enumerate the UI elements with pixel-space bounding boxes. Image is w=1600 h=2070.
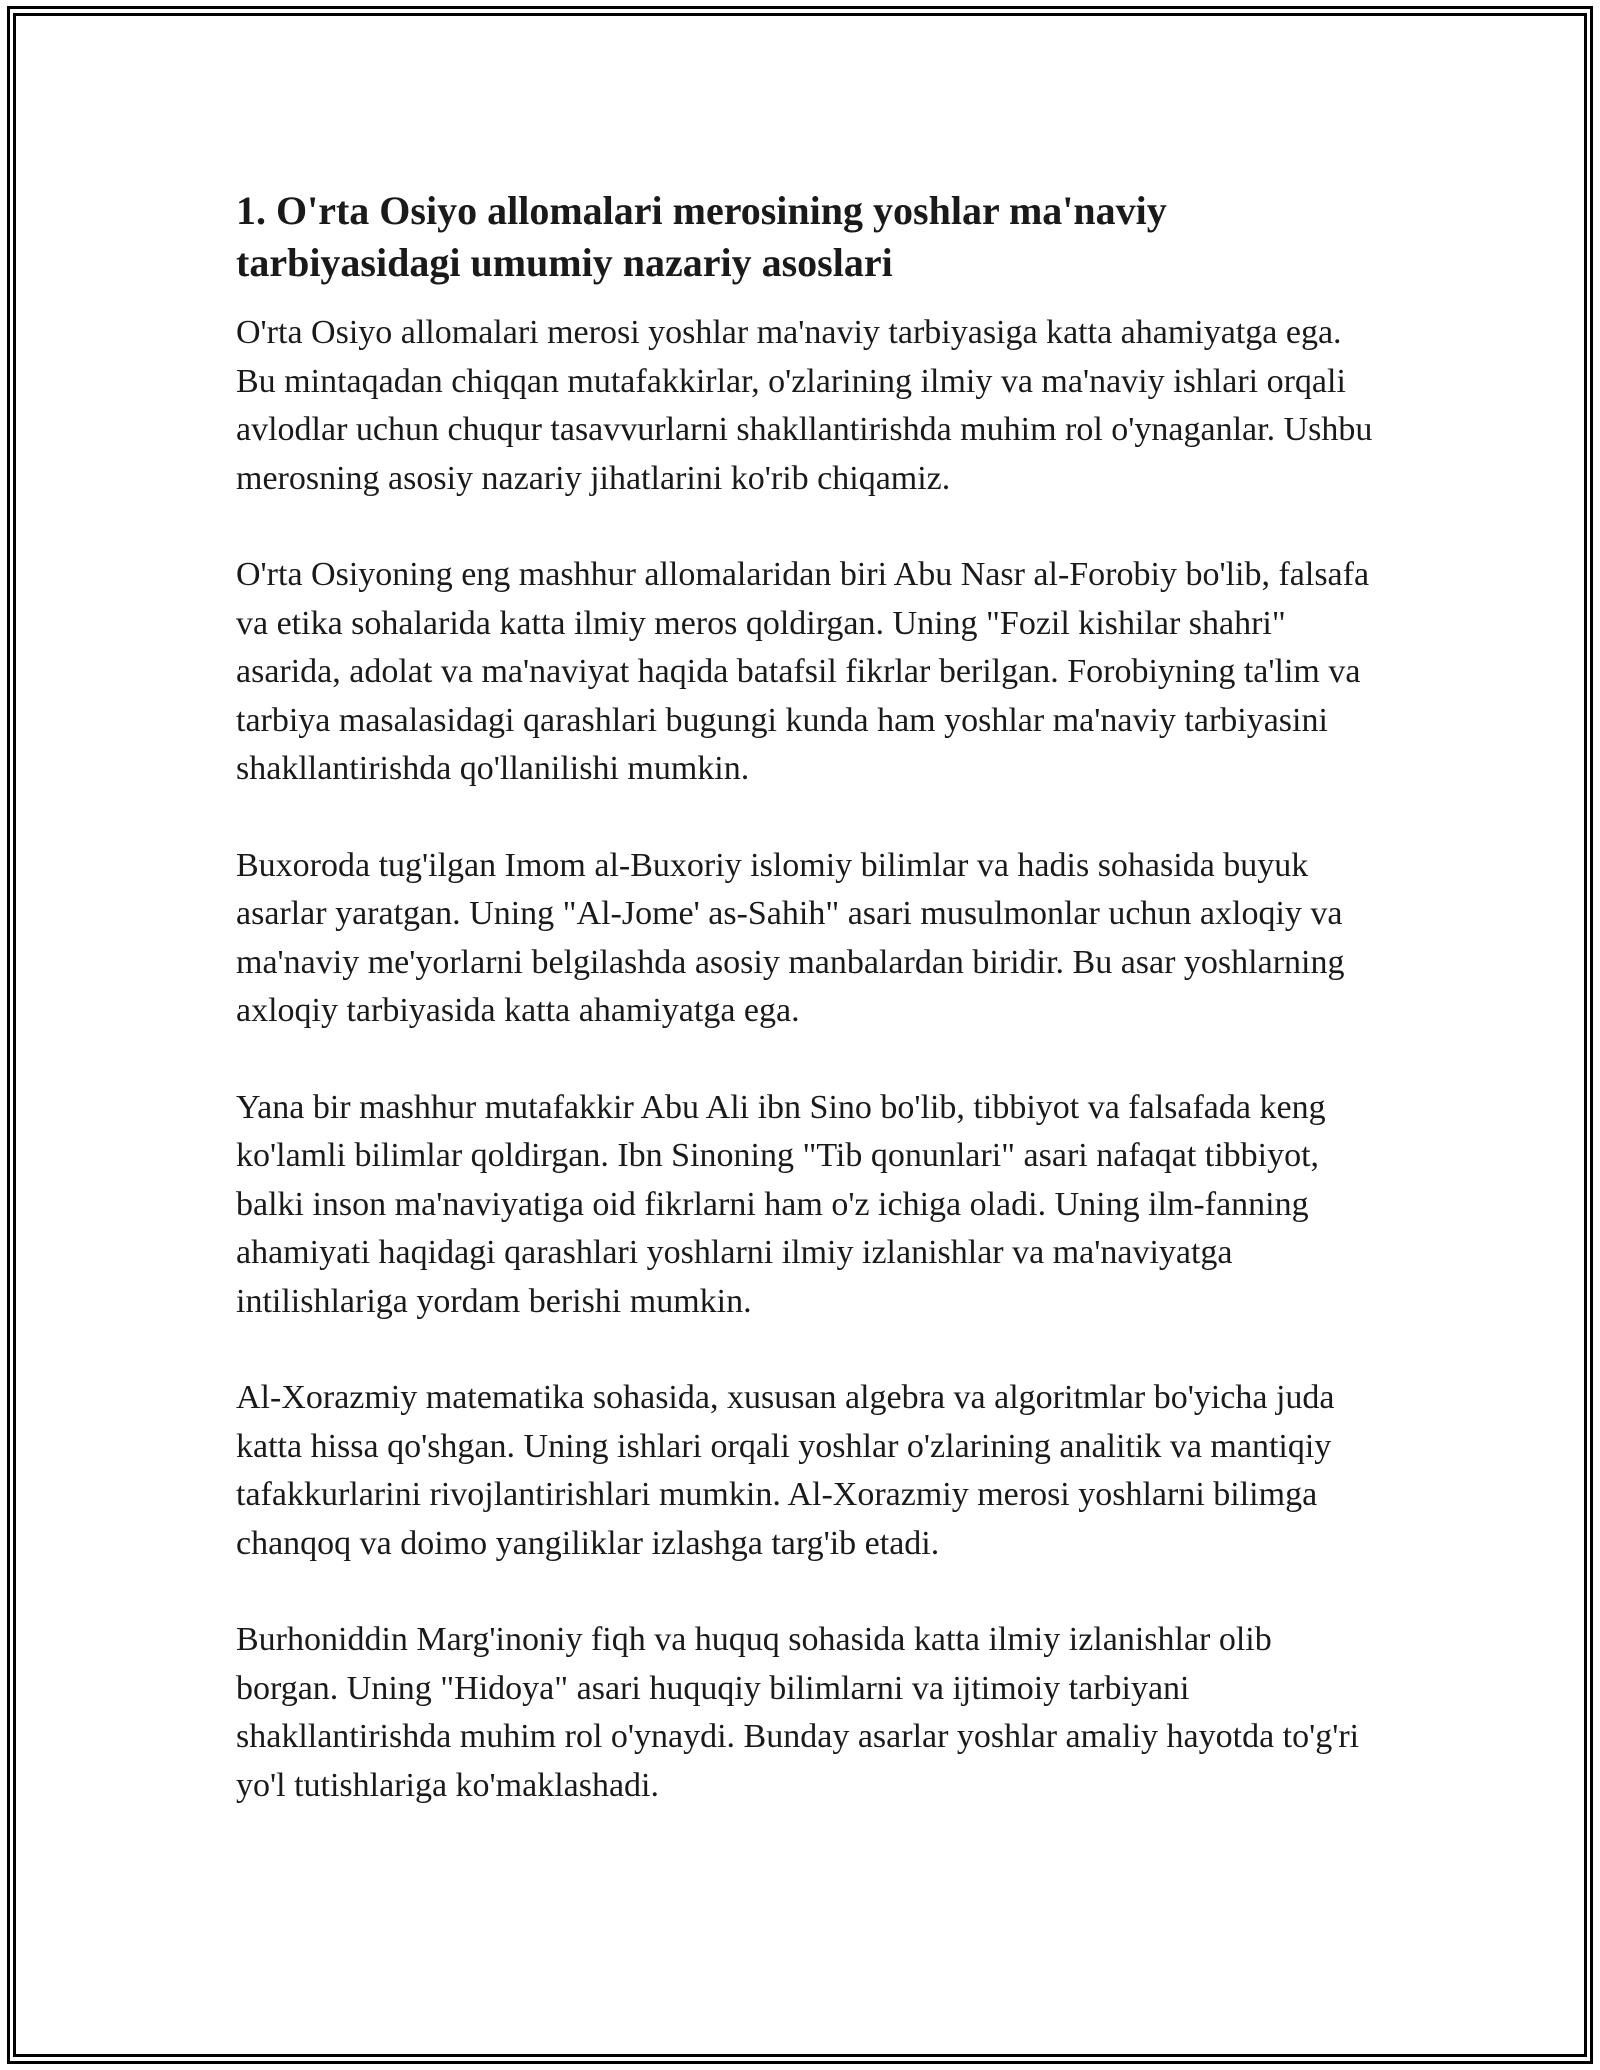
- paragraph-xorazmiy: Al-Xorazmiy matematika sohasida, xususan algebra va algoritmlar bo'yicha juda katta hissa qo'shgan. Uning ishlari orqali yoshlar o'zlarining analitik va mantiqiy tafakkurlarini rivojlantirishlari mumkin. Al-Xorazmiy merosi yoshlarni bilimga chanqoq va doimo yangiliklar izlashga targ'ib etadi.: [236, 1379, 1335, 1562]
- paragraph-ibn-sino: Yana bir mashhur mutafakkir Abu Ali ibn Sino bo'lib, tibbiyot va falsafada keng ko'lamli bilimlar qoldirgan. Ibn Sinoning "Tib qonunlari" asari nafaqat tibbiyot, balki inson ma'naviyatiga oid fikrlarni ham o'z ichiga oladi. Uning ilm-fanning ahamiyati haqidagi qarashlari yoshlarni ilmiy izlanishlar va ma'naviyatga intilishlariga yordam berishi mumkin.: [236, 1088, 1326, 1320]
- paragraph-buxoriy: Buxoroda tug'ilgan Imom al-Buxoriy islomiy bilimlar va hadis sohasida buyuk asarlar yaratgan. Uning "Al-Jome' as-Sahih" asari musulmonlar uchun axloqiy va ma'naviy me'yorlarni belgilashda asosiy manbalardan biridir. Bu asar yoshlarning axloqiy tarbiyasida katta ahamiyatga ega.: [236, 846, 1345, 1029]
- document-body: [236, 185, 1376, 1858]
- paragraph-forobiy: O'rta Osiyoning eng mashhur allomalaridan biri Abu Nasr al-Forobiy bo'lib, falsafa va etika sohalarida katta ilmiy meros qoldirgan. Uning "Fozil kishilar shahri" asarida, adolat va ma'naviyat haqida batafsil fikrlar berilgan. Forobiyning ta'lim va tarbiya masalasidagi qarashlari bugungi kunda ham yoshlar ma'naviy tarbiyasini shakllantirishda qo'llanilishi mumkin.: [236, 556, 1370, 787]
- section-heading: 1. O'rta Osiyo allomalari merosining yoshlar ma'naviy tarbiyasidagi umumiy nazariy asoslari: [236, 188, 1167, 285]
- paragraph-marginoniy: Burhoniddin Marg'inoniy fiqh va huquq sohasida katta ilmiy izlanishlar olib borgan. Uning "Hidoya" asari huquqiy bilimlarni va ijtimoiy tarbiyani shakllantirishda muhim rol o'ynaydi. Bunday asarlar yoshlar amaliy hayotda to'g'ri yo'l tutishlariga ko'maklashadi.: [236, 1621, 1360, 1804]
- paragraph-introduction: O'rta Osiyo allomalari merosi yoshlar ma'naviy tarbiyasiga katta ahamiyatga ega. Bu mintaqadan chiqqan mutafakkirlar, o'zlarining ilmiy va ma'naviy ishlari orqali avlodlar uchun chuqur tasavvurlarni shakllantirishda muhim rol o'ynaganlar. Ushbu merosning asosiy nazariy jihatlarini ko'rib chiqamiz.: [236, 314, 1373, 497]
